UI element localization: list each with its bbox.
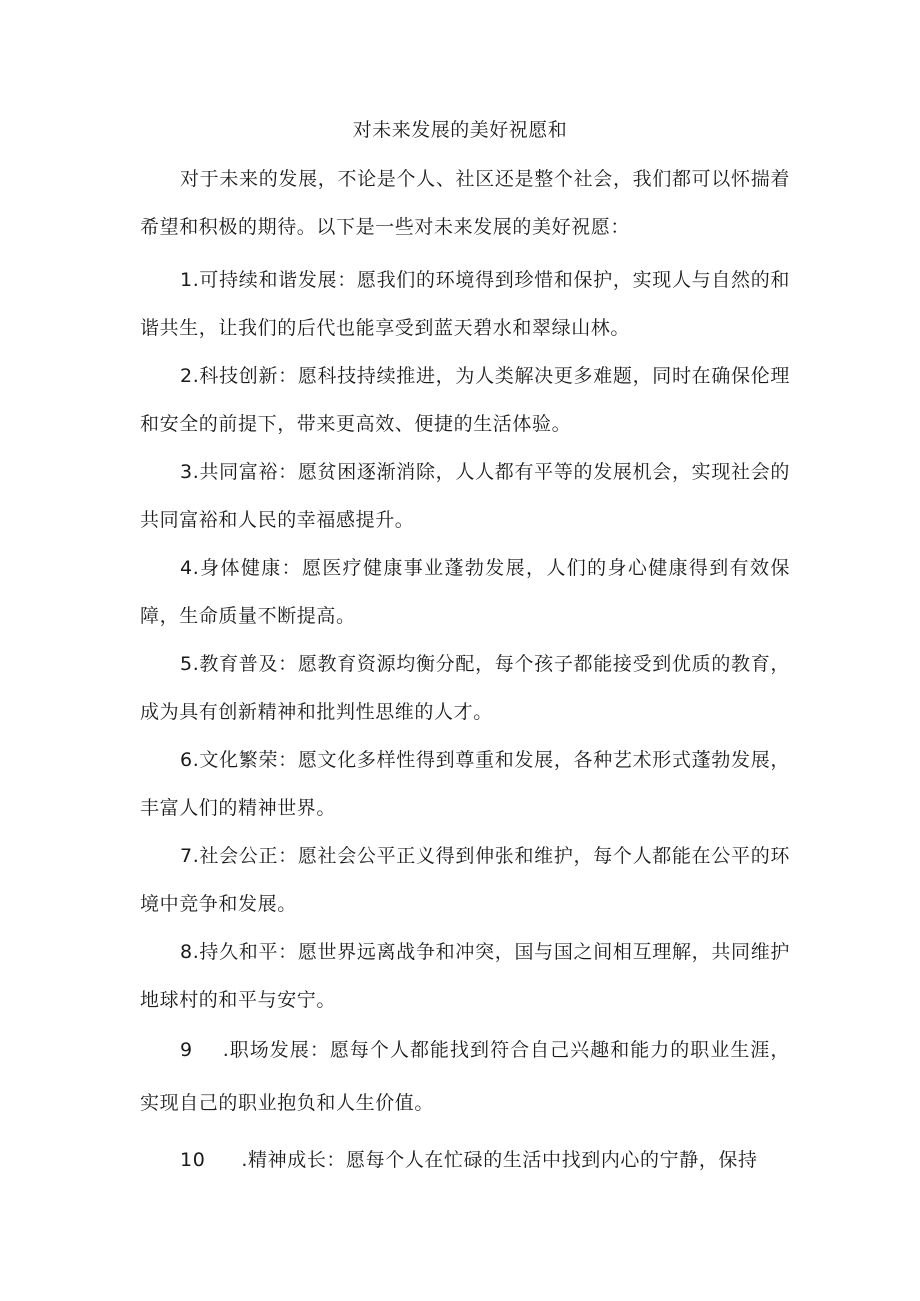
item-number: 9 bbox=[180, 1039, 193, 1061]
document-title: 对未来发展的美好祝愿和 bbox=[352, 119, 568, 141]
list-item bbox=[140, 1024, 790, 1130]
item-number: 6 bbox=[180, 749, 193, 771]
list-item bbox=[140, 640, 790, 736]
item-number: 3 bbox=[180, 461, 193, 483]
list-item bbox=[140, 352, 790, 448]
item-text: .社会公正：愿社会公平正义得到伸张和维护，每个人都能在公平的环境中竞争和发展。 bbox=[140, 845, 790, 915]
item-text: .持久和平：愿世界远离战争和冲突，国与国之间相互理解，共同维护地球村的和平与安宁。 bbox=[140, 941, 790, 1011]
item-text: .精神成长：愿每个人在忙碌的生活中找到内心的宁静，保持 bbox=[241, 1149, 758, 1171]
list-item bbox=[140, 928, 790, 1024]
item-text: .共同富裕：愿贫困逐渐消除，人人都有平等的发展机会，实现社会的共同富裕和人民的幸福感提升。 bbox=[140, 461, 790, 531]
item-number: 4 bbox=[180, 557, 193, 579]
item-text: .科技创新：愿科技持续推进，为人类解决更多难题，同时在确保伦理和安全的前提下，带来更高效、便捷的生活体验。 bbox=[140, 365, 790, 435]
item-number: 7 bbox=[180, 845, 193, 867]
intro-paragraph: 对于未来的发展，不论是个人、社区还是整个社会，我们都可以怀揣着希望和积极的期待。以下是一些对未来发展的美好祝愿： bbox=[140, 168, 790, 238]
item-number: 2 bbox=[180, 365, 193, 387]
list-item bbox=[140, 832, 790, 928]
list-item bbox=[140, 1136, 790, 1184]
item-text: .文化繁荣：愿文化多样性得到尊重和发展，各种艺术形式蓬勃发展，丰富人们的精神世界。 bbox=[140, 749, 790, 819]
item-text: .身体健康：愿医疗健康事业蓬勃发展，人们的身心健康得到有效保障，生命质量不断提高。 bbox=[140, 557, 790, 627]
item-number: 8 bbox=[180, 941, 193, 963]
list-item bbox=[140, 544, 790, 640]
item-text: .职场发展：愿每个人都能找到符合自己兴趣和能力的职业生涯，实现自己的职业抱负和人生价值。 bbox=[140, 1039, 790, 1114]
item-number: 1 bbox=[180, 269, 193, 291]
list-item bbox=[140, 448, 790, 544]
item-number: 5 bbox=[180, 653, 193, 675]
list-item bbox=[140, 256, 790, 352]
list-item bbox=[140, 736, 790, 832]
item-number: 10 bbox=[180, 1149, 206, 1171]
item-text: .可持续和谐发展：愿我们的环境得到珍惜和保护，实现人与自然的和谐共生，让我们的后代也能享受到蓝天碧水和翠绿山林。 bbox=[140, 269, 790, 339]
item-text: .教育普及：愿教育资源均衡分配，每个孩子都能接受到优质的教育，成为具有创新精神和批判性思维的人才。 bbox=[140, 653, 790, 723]
